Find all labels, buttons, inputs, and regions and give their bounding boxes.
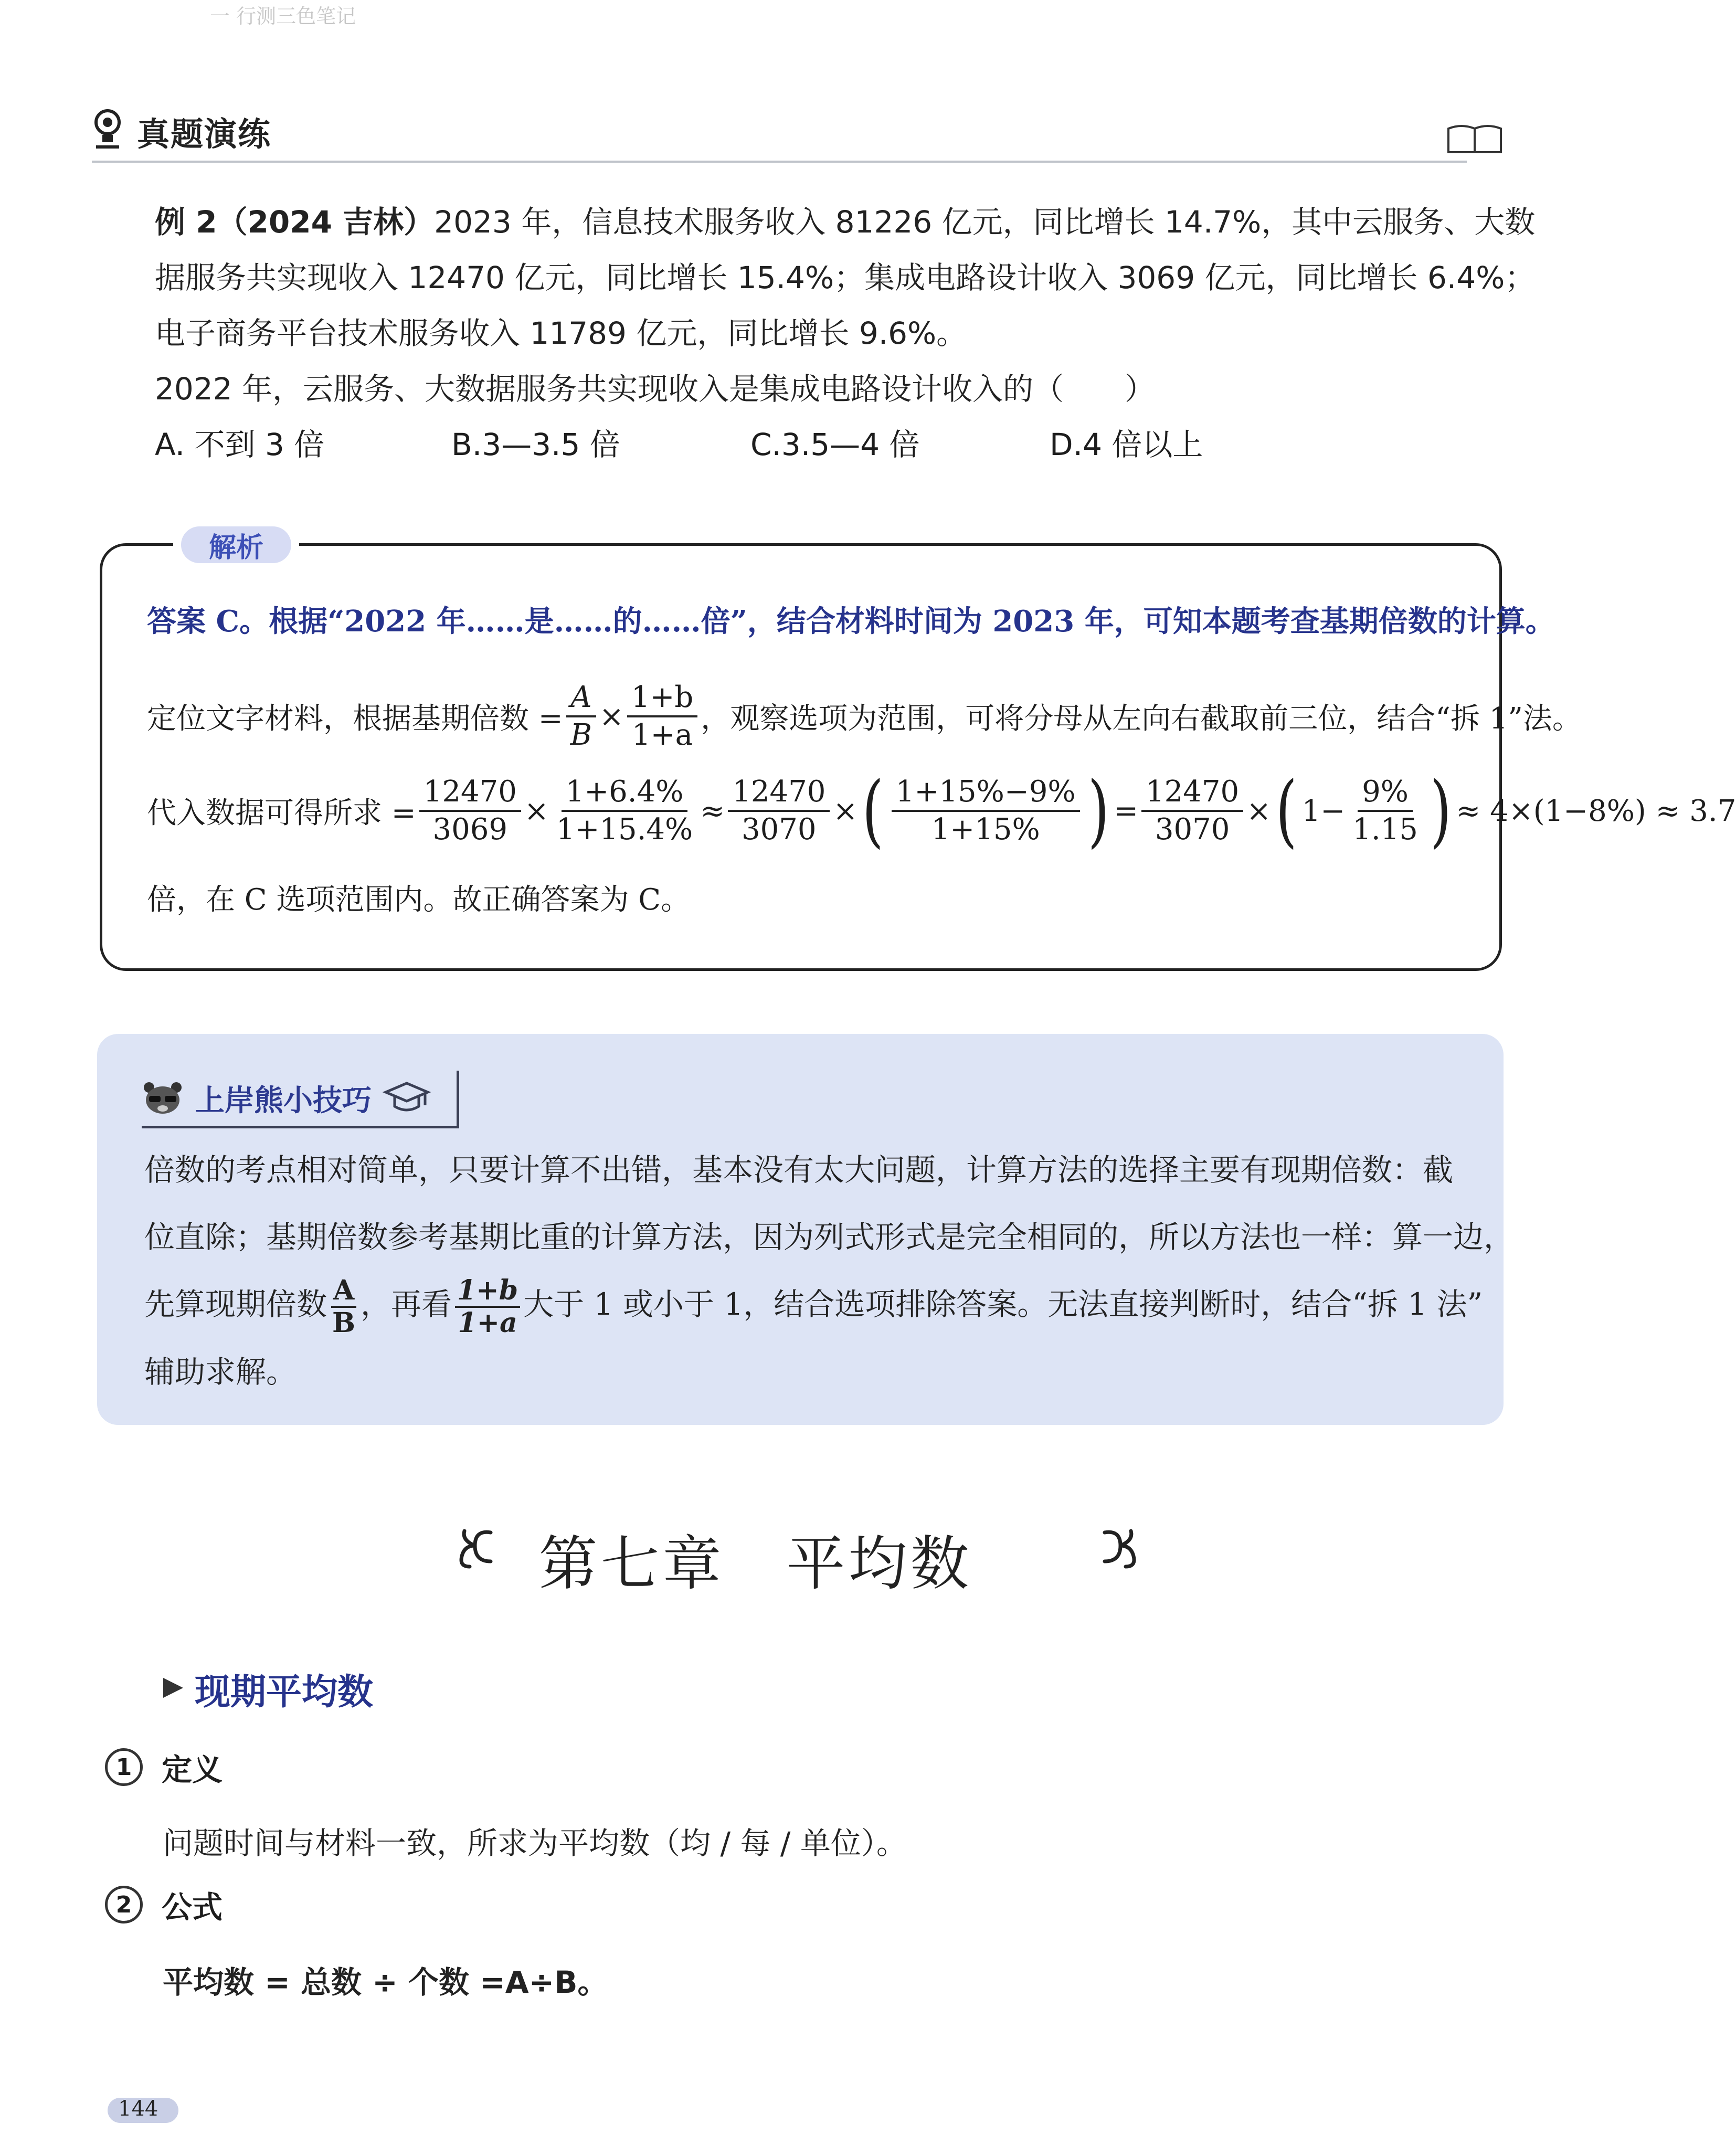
analysis-line-3 [147,764,1736,858]
analysis-tag [173,524,299,566]
open-book-icon [1446,123,1504,157]
fraction-4 [892,774,1080,848]
tip-body [144,1136,1515,1405]
approx-sign: ≈ [700,794,725,828]
formula-title: 公式 [162,1889,223,1925]
definition-body: 问题时间与材料一致，所求为平均数（均 / 每 / 单位）。 [163,1825,907,1861]
fraction-2 [552,774,697,848]
graduation-cap-icon [383,1079,430,1118]
fraction-denominator: 1+a [632,718,693,752]
definition-heading [105,1745,223,1789]
fraction-numerator: 12470 [1141,774,1243,812]
analysis-line-3-pre: 代入数据可得所求 = [147,796,416,830]
section-title: 真题演练 [137,114,272,153]
answer-options [155,420,1414,472]
number-badge: 2 [105,1886,143,1924]
times-sign: × [1246,794,1272,828]
definition-title: 定义 [162,1752,223,1788]
section-divider [92,161,1467,163]
fraction-numerator: A [331,1275,356,1308]
option-c: C.3.5—4 倍 [750,427,920,462]
fraction-numerator: 12470 [419,774,521,812]
tip-line-1: 倍数的考点相对简单，只要计算不出错，基本没有太大问题，计算方法的选择主要有现期倍数：截 [144,1152,1454,1188]
fraction-denominator: 1+15.4% [556,812,693,847]
fraction-3 [728,774,830,848]
subheading [160,1664,373,1715]
fraction-numerator: 1+15%−9% [892,774,1080,812]
number-badge: 1 [105,1748,143,1786]
question-text [155,194,1536,417]
fraction-numerator: 1+6.4% [562,774,688,812]
tip-line-3 [144,1271,1483,1339]
fraction-denominator: 1+15% [931,812,1040,847]
tip-line-3-post: 大于 1 或小于 1，结合选项排除答案。无法直接判断时，结合“拆 1 法” [523,1286,1483,1322]
times-sign: × [833,794,858,828]
chapter-title: 第七章 平均数 [538,1530,972,1598]
fraction-6 [1348,774,1422,848]
equals-sign: = [1114,794,1139,828]
page-number: 144 [118,2097,158,2121]
left-paren: ( [862,765,884,857]
fraction-numerator: A [566,680,596,717]
subheading-label: 现期平均数 [195,1672,374,1713]
analysis-answer: 答案 C。根据“2022 年……是……的……倍”，结合材料时间为 2023 年，可知本题考查基期倍数的计算。 [147,604,1555,639]
tip-header [142,1071,459,1128]
fraction-denominator: 3070 [742,812,817,847]
times-sign: × [524,794,549,828]
left-paren: ( [1275,765,1297,857]
question-line-3: 电子商务平台技术服务收入 11789 亿元，同比增长 9.6%。 [155,315,967,351]
tip-line-4: 辅助求解。 [144,1354,297,1390]
fraction-a-over-b [566,680,596,753]
analysis-tag-label: 解析 [181,526,291,563]
fraction-numerator: 1+b [455,1275,520,1308]
times-sign: × [599,699,624,734]
question-line-4: 2022 年，云服务、大数据服务共实现收入是集成电路设计收入的（ ） [155,371,1156,407]
tip-title: 上岸熊小技巧 [195,1083,372,1118]
running-header: 一 行测三色笔记 [210,5,356,28]
one-minus: 1− [1301,794,1346,828]
fraction-numerator: 12470 [728,774,830,812]
question-label: 例 2（2024 吉林） [155,204,435,240]
lightbulb-icon [92,107,123,156]
fraction-denominator: B [570,718,592,752]
triangle-bullet-icon [160,1668,186,1710]
fraction-denominator: 3070 [1155,812,1230,847]
tip-line-3-mid: ，再看 [360,1286,452,1322]
fraction-denominator: 1.15 [1352,812,1418,847]
fraction-1 [419,774,521,848]
formula-body: 平均数 = 总数 ÷ 个数 =A÷B。 [163,1964,608,2000]
formula-heading [105,1883,223,1927]
analysis-line-3-post: ≈ 4×(1−8%) ≈ 3.7 [1456,794,1736,828]
section-header [92,102,271,160]
fraction-denominator: B [332,1306,355,1339]
fraction-growth [455,1275,520,1338]
analysis-line-2-post: ，观察选项为范围，可将分母从左向右截取前三位，结合“拆 1”法。 [701,702,1582,736]
option-a: A. 不到 3 倍 [155,427,325,462]
tip-line-3-pre: 先算现期倍数 [144,1286,327,1322]
right-ornament-icon [1094,1525,1141,1574]
fraction-growth [627,680,697,753]
tip-line-2: 位直除；基期倍数参考基期比重的计算方法，因为列式形式是完全相同的，所以方法也一样：算一边， [144,1219,1515,1255]
question-line-1: 2023 年，信息技术服务收入 81226 亿元，同比增长 14.7%，其中云服务、大数 [434,204,1536,240]
fraction-a-over-b [330,1275,357,1338]
bear-icon [142,1079,184,1118]
option-d: D.4 倍以上 [1050,427,1203,462]
question-line-2: 据服务共实现收入 12470 亿元，同比增长 15.4%；集成电路设计收入 3069 亿元，同比增长 6.4%； [155,260,1536,295]
right-paren: ) [1087,765,1109,857]
fraction-denominator: 1+a [458,1306,517,1339]
fraction-numerator: 9% [1358,774,1413,812]
option-b: B.3—3.5 倍 [451,427,620,462]
analysis-line-2 [147,677,1582,756]
analysis-conclusion: 倍，在 C 选项范围内。故正确答案为 C。 [147,883,691,917]
fraction-denominator: 3069 [432,812,508,847]
analysis-line-2-pre: 定位文字材料，根据基期倍数 = [147,702,563,736]
fraction-5 [1141,774,1243,848]
fraction-numerator: 1+b [627,680,697,717]
right-paren: ) [1430,765,1452,857]
